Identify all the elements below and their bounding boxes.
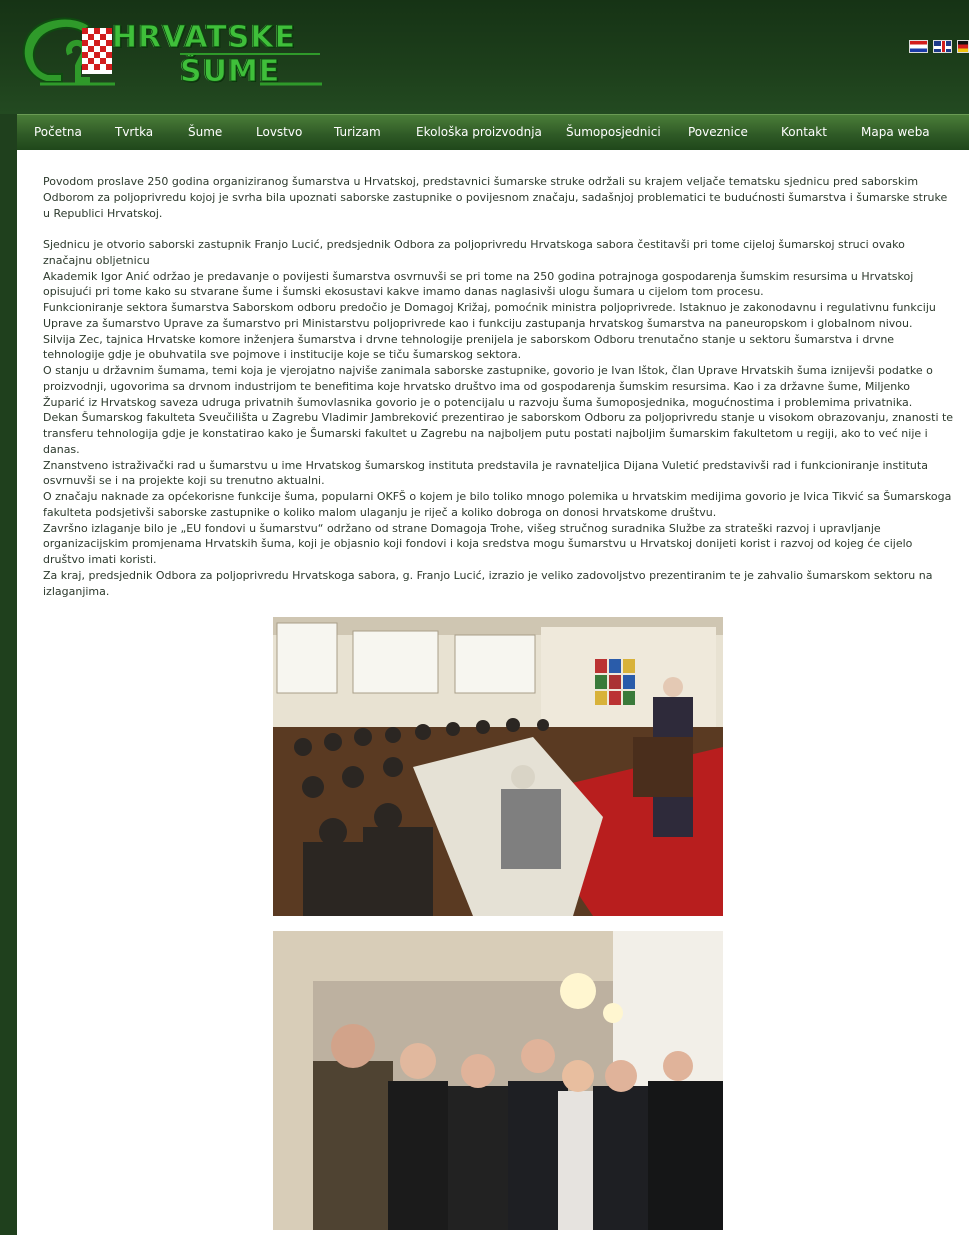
logo-text-hrvatske: HRVATSKE — [112, 20, 297, 55]
article-paragraph: Silvija Zec, tajnica Hrvatske komore inženjera šumarstva i drvne tehnologije prenijela je saborskom Odboru trenutačno stanje u sektoru šumarstva i drvne tehnologije gdje je obuhvatila sve pojmove i institucije koje se tiču šumarskog sektora. — [43, 332, 895, 362]
uk-flag-icon[interactable] — [933, 40, 952, 53]
site-header — [0, 0, 969, 114]
logo-underline — [20, 14, 325, 88]
main-content — [17, 150, 969, 1235]
article-paragraph: Akademik Igor Anić održao je predavanje o povijesti šumarstva osvrnuvši se pri tome na 250 godina potrajnoga gospodarenja šumskim resursima u Hrvatskoj opisujući pri tome kako su stvarane šume i šumski ekosustavi kakve imamo danas naglasivši ulogu šumara u cijelom tom procesu. — [43, 269, 914, 299]
article-paragraph: Dekan Šumarskog fakulteta Sveučilišta u Zagrebu Vladimir Jambreković prezentirao je saborskom Odboru za poljoprivredu stanje u visokom obrazovanju, znanosti te transferu tehnologija gdje je konstatirao kako je Šumarski fakultet u Zagrebu na najboljem putu postati najboljim šumarskim fakultetom u regiji, ako to već nije i danas. — [43, 411, 954, 456]
nav-item-pocetna[interactable]: Početna — [34, 125, 82, 139]
nav-item-lovstvo[interactable]: Lovstvo — [256, 125, 303, 139]
left-border — [0, 114, 17, 1235]
nav-item-sumoposjednici[interactable]: Šumoposjednici — [566, 125, 661, 139]
nav-item-sume[interactable]: Šume — [188, 125, 223, 139]
article-paragraph: O značaju naknade za općekorisne funkcije šuma, popularni OKFŠ o kojem je bilo toliko mnogo polemika u hrvatskim medijima govorio je Ivica Tikvić sa Šumarskoga fakulteta podsjetivši saborske zastupnike o koliko malom ulaganju je riječ a koliko dobroga on donosi hrvatskome društvu. — [43, 490, 952, 519]
nav-item-turizam[interactable]: Turizam — [334, 125, 381, 139]
main-navigation — [17, 114, 969, 151]
article-body — [43, 174, 955, 599]
croatian-flag-icon[interactable] — [909, 40, 928, 53]
article-paragraph: O stanju u državnim šumama, temi koja je vjerojatno najviše zanimala saborske zastupnike, govorio je Ivan Ištok, član Uprave Hrvatskih šuma iznijevši podatke o proizvodnji, ugovorima sa drvnom industrijom te benefitima koje hrvatsko društvo ima od gospodarenja šumskim resursima. Kao i za državne šume, Miljenko Župarić iz Hrvatskog saveza udruga privatnih šumovlasnika govorio je o potencijalu u razvoju šuma šumoposjednika, mogućnostima i problemima privatnika. — [43, 364, 933, 409]
language-switcher — [909, 40, 969, 53]
paragraph-spacer — [43, 221, 955, 237]
article-paragraph: Za kraj, predsjednik Odbora za poljoprivredu Hrvatskoga sabora, g. Franjo Lucić, izrazio je veliko zadovoljstvo prezentiranim te je zahvalio šumarskom sektoru na izlaganjima. — [43, 568, 933, 598]
parliament-session-photo — [273, 617, 723, 916]
nav-item-poveznice[interactable]: Poveznice — [688, 125, 748, 139]
nav-item-tvrtka[interactable]: Tvrtka — [115, 125, 154, 139]
article-paragraph: Završno izlaganje bilo je „EU fondovi u šumarstvu“ održano od strane Domagoja Trohe, višeg stručnog suradnika Službe za strateški razvoj i upravljanje organizacijskim promjenama Hrvatskih šuma, koji je objasnio koji fondovi i koja sredstva mogu šumarstvu u Hrvatskoj donijeti korist i razvoj od kojeg će cijelo društvo imati koristi. — [43, 521, 913, 566]
german-flag-icon[interactable] — [957, 40, 969, 53]
group-photo — [273, 931, 723, 1230]
nav-item-kontakt[interactable]: Kontakt — [781, 125, 827, 139]
nav-item-mapa-weba[interactable]: Mapa weba — [861, 125, 930, 139]
nav-item-ekoloska-proizvodnja[interactable]: Ekološka proizvodnja — [416, 125, 542, 139]
logo-text-sume: ŠUME — [180, 54, 281, 89]
article-paragraph: Sjednicu je otvorio saborski zastupnik Franjo Lucić, predsjednik Odbora za poljoprivredu Hrvatskoga sabora čestitavši pri tome cijeloj šumarskoj struci ovako značajnu obljetnicu — [43, 238, 905, 267]
article-paragraph: Funkcioniranje sektora šumarstva Saborskom odboru predočio je Domagoj Križaj, pomoćnik ministra poljoprivrede. Istaknuo je zakonodavnu i regulativnu funkciju Uprave za šumarstvo Uprave za šumarstvo pri Ministarstvu poljoprivrede kao i funkciju zastupanja hrvatskog šumarstva na paneuropskom i globalnom nivou. — [43, 301, 936, 330]
hrvatske-sume-logo[interactable] — [20, 14, 325, 88]
article-intro: Povodom proslave 250 godina organiziranog šumarstva u Hrvatskoj, predstavnici šumarske struke održali su krajem veljače tematsku sjednicu pred saborskim Odborom za poljoprivredu kojoj je svrha bila upoznati saborske zastupnike o povijesnom značaju, sadašnjoj problematici te budućnosti šumarstva i šumarske struke u Republici Hrvatskoj. — [43, 175, 948, 220]
article-paragraph: Znanstveno istraživački rad u šumarstvu u ime Hrvatskog šumarskog instituta predstavila je ravnateljica Dijana Vuletić predstavivši rad i funkcioniranje instituta osvrnuvši se i na projekte koji su trenutno aktualni. — [43, 458, 928, 488]
